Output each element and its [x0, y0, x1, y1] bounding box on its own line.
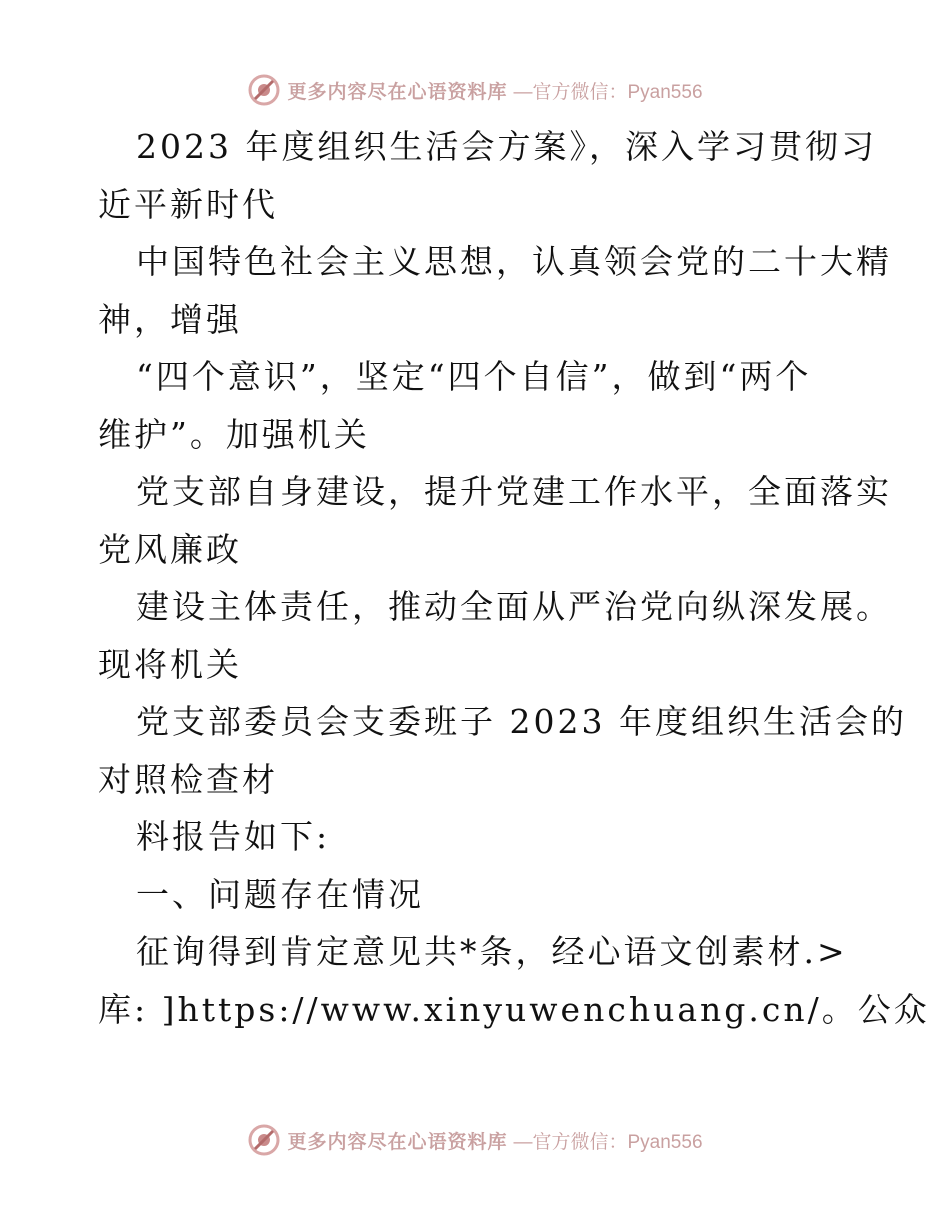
- text-line: 党支部自身建设，提升党建工作水平，全面落实: [136, 472, 892, 511]
- text-line: 现将机关: [98, 644, 242, 684]
- document-body: [98, 118, 930, 1038]
- text-line: 2023 年度组织生活会方案》，深入学习贯彻习: [136, 127, 877, 166]
- header-wechat-text: —官方微信：Pyan556: [513, 81, 703, 103]
- header-brand-text: 更多内容尽在心语资料库: [287, 80, 508, 103]
- text-line: 中国特色社会主义思想，认真领会党的二十大精: [136, 242, 892, 281]
- text-line: 建设主体责任，推动全面从严治党向纵深发展。: [136, 587, 892, 626]
- text-line: 近平新时代: [98, 184, 278, 224]
- text-line: 党支部委员会支委班子 2023 年度组织生活会的: [136, 702, 907, 741]
- text-line: 对照检查材: [98, 759, 278, 799]
- text-line: “四个意识”，坚定“四个自信”，做到“两个: [136, 357, 812, 396]
- text-line: 料报告如下:: [136, 817, 331, 856]
- text-line: 一、问题存在情况: [136, 874, 424, 914]
- text-line: 党风廉政: [98, 529, 242, 569]
- footer-wechat-text: —官方微信：Pyan556: [513, 1131, 703, 1153]
- logo-icon: [247, 73, 281, 107]
- logo-icon: [247, 1123, 281, 1157]
- page-header: [0, 70, 950, 110]
- text-line: 征询得到肯定意见共*条，经心语文创素材.>: [136, 932, 848, 971]
- text-line: 神，增强: [98, 299, 242, 339]
- footer-brand-text: 更多内容尽在心语资料库: [287, 1130, 508, 1153]
- text-line: 维护”。加强机关: [98, 414, 370, 454]
- page-footer: [0, 1120, 950, 1160]
- text-line: 库: ]https://www.xinyuwenchuang.cn/。公众: [98, 989, 930, 1029]
